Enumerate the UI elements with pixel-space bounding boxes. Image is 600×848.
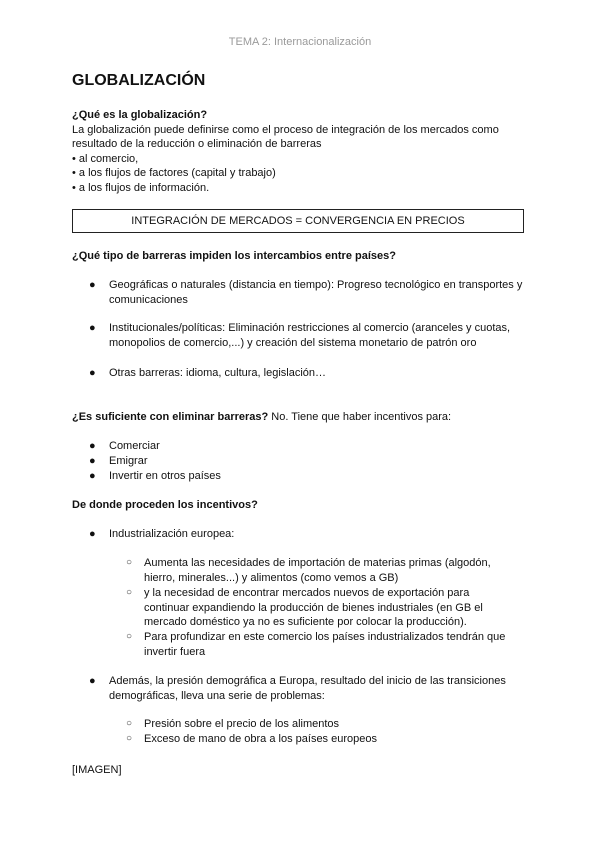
section-heading: De donde proceden los incentivos?: [72, 499, 258, 511]
sub-list-item-text: Exceso de mano de obra a los países europeos: [144, 733, 377, 745]
list-item-text: Institucionales/políticas: Eliminación restricciones al comercio (aranceles y cuotas, monopolios de comercio,...) y creación del sistema monetario de patrón oro: [109, 322, 511, 349]
section-heading-bold: ¿Es suficiente con eliminar barreras?: [72, 411, 269, 423]
circle-bullet-icon: ○: [126, 631, 133, 642]
list-item-text: Industrialización europea:: [109, 528, 235, 540]
sub-list-item-text: Presión sobre el precio de los alimentos: [144, 718, 340, 730]
page-header: TEMA 2: Internacionalización: [228, 36, 372, 48]
section-heading: ¿Qué tipo de barreras impiden los intercambios entre países?: [72, 250, 396, 262]
sub-list-item-text: y la necesidad de encontrar mercados nuevos de exportación para continuar expandiendo la producción de bienes industriales (en GB el mercado doméstico ya no es suficiente por colocar la producción).: [144, 587, 483, 629]
paragraph-line: resultado de la reducción o eliminación de barreras: [72, 138, 322, 151]
bullet-icon: ●: [89, 675, 96, 687]
list-item: • a los flujos de información.: [72, 181, 210, 194]
list-item-text: Otras barreras: idioma, cultura, legislación…: [109, 367, 327, 379]
page-title: GLOBALIZACIÓN: [72, 72, 206, 89]
list-item-text: Geográficas o naturales (distancia en tiempo): Progreso tecnológico en transportes y comunicaciones: [109, 279, 523, 306]
section-heading: [72, 410, 451, 425]
bullet-icon: ●: [89, 322, 96, 334]
list-item-text: Además, la presión demográfica a Europa, resultado del inicio de las transiciones demográficas, lleva una serie de problemas:: [109, 675, 506, 702]
bullet-icon: ●: [89, 279, 96, 291]
section-heading: ¿Qué es la globalización?: [72, 109, 208, 121]
circle-bullet-icon: ○: [126, 718, 133, 729]
sub-list-item-text: Para profundizar en este comercio los países industrializados tendrán que invertir fuera: [144, 631, 506, 658]
paragraph-line: La globalización puede definirse como el proceso de integración de los mercados como: [72, 123, 499, 136]
list-item-text: Invertir en otros países: [109, 470, 221, 482]
bullet-icon: ●: [89, 455, 96, 467]
circle-bullet-icon: ○: [126, 557, 133, 568]
section-globalization: [72, 108, 499, 196]
circle-bullet-icon: ○: [126, 733, 133, 744]
circle-bullet-icon: ○: [126, 587, 133, 598]
section-heading-rest: No. Tiene que haber incentivos para:: [268, 411, 452, 423]
list-item: • al comercio,: [72, 152, 139, 165]
image-placeholder: [IMAGEN]: [72, 764, 122, 776]
highlight-box: INTEGRACIÓN DE MERCADOS = CONVERGENCIA EN PRECIOS: [72, 209, 524, 233]
bullet-icon: ●: [89, 528, 96, 540]
list-item-text: Comerciar: [109, 440, 160, 452]
bullet-icon: ●: [89, 470, 96, 482]
list-item: • a los flujos de factores (capital y trabajo): [72, 167, 276, 180]
sub-list-item-text: Aumenta las necesidades de importación de materias primas (algodón, hierro, minerales...) y alimentos (como vemos a GB): [144, 557, 491, 584]
list-item-text: Emigrar: [109, 455, 148, 467]
bullet-icon: ●: [89, 367, 96, 379]
bullet-icon: ●: [89, 440, 96, 452]
